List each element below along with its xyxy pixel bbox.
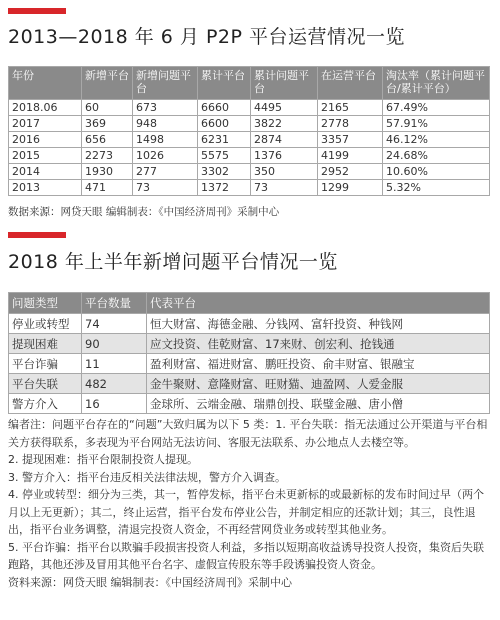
cell-count: 90 <box>82 334 147 354</box>
note-paragraph: 5. 平台诈骗：指平台以欺骗手段损害投资人利益，多指以短期高收益诱导投资人投资，集资后失联跑路，其他还涉及冒用其他平台名字、虚假宣传股东等手段诱骗投资人资金。 <box>8 540 484 571</box>
editor-notes <box>8 416 492 591</box>
note-paragraph: 2. 提现困难：指平台限制投资人提现。 <box>8 453 198 466</box>
cell-platforms: 应文投资、佳乾财富、17来财、创宏利、抢钱通 <box>147 334 490 354</box>
cell-count: 74 <box>82 314 147 334</box>
cell-cumulative-problem: 73 <box>251 180 318 196</box>
header-representative-platforms: 代表平台 <box>147 293 490 314</box>
header-year: 年份 <box>9 67 82 100</box>
table-row <box>9 314 490 334</box>
cell-rate: 10.60% <box>383 164 490 180</box>
cell-rate: 5.32% <box>383 180 490 196</box>
cell-new: 60 <box>82 100 133 116</box>
table-header-row <box>9 293 490 314</box>
cell-cumulative-problem: 3822 <box>251 116 318 132</box>
header-problem-type: 问题类型 <box>9 293 82 314</box>
cell-new: 1930 <box>82 164 133 180</box>
table-row <box>9 148 490 164</box>
note-paragraph: 3. 警方介入：指平台违反相关法律法规，警方介入调查。 <box>8 470 286 484</box>
cell-new-problem: 948 <box>133 116 198 132</box>
cell-cumulative-problem: 1376 <box>251 148 318 164</box>
cell-new-problem: 1026 <box>133 148 198 164</box>
table-row <box>9 354 490 374</box>
cell-platforms: 恒大财富、海德金融、分钱网、富轩投资、种钱网 <box>147 314 490 334</box>
cell-cumulative: 3302 <box>198 164 251 180</box>
cell-year: 2015 <box>9 148 82 164</box>
cell-new: 369 <box>82 116 133 132</box>
cell-cumulative-problem: 350 <box>251 164 318 180</box>
cell-platforms: 金牛聚财、意隆财富、旺财猫、迪盈网、人爱金服 <box>147 374 490 394</box>
header-platform-count: 平台数量 <box>82 293 147 314</box>
cell-operating: 2778 <box>318 116 383 132</box>
section1-accent-bar <box>8 8 66 14</box>
cell-count: 16 <box>82 394 147 414</box>
cell-cumulative-problem: 4495 <box>251 100 318 116</box>
cell-problem-type: 警方介入 <box>9 394 82 414</box>
cell-new-problem: 673 <box>133 100 198 116</box>
cell-count: 11 <box>82 354 147 374</box>
cell-operating: 2952 <box>318 164 383 180</box>
cell-year: 2018.06 <box>9 100 82 116</box>
header-new-problem-platforms: 新增问题平台 <box>133 67 198 100</box>
table-row <box>9 164 490 180</box>
cell-cumulative: 6600 <box>198 116 251 132</box>
cell-new-problem: 1498 <box>133 132 198 148</box>
cell-year: 2013 <box>9 180 82 196</box>
cell-new-problem: 277 <box>133 164 198 180</box>
cell-cumulative: 6231 <box>198 132 251 148</box>
cell-platforms: 金球所、云端金融、瑞鼎创投、联璧金融、唐小僧 <box>147 394 490 414</box>
cell-operating: 2165 <box>318 100 383 116</box>
table-row <box>9 180 490 196</box>
problem-platform-table <box>8 292 490 414</box>
header-cumulative-problem-platforms: 累计问题平台 <box>251 67 318 100</box>
table-row <box>9 100 490 116</box>
cell-cumulative: 6660 <box>198 100 251 116</box>
table-row <box>9 394 490 414</box>
table-row <box>9 132 490 148</box>
cell-problem-type: 平台诈骗 <box>9 354 82 374</box>
table-header-row <box>9 67 490 100</box>
table-row <box>9 374 490 394</box>
cell-rate: 67.49% <box>383 100 490 116</box>
cell-cumulative: 1372 <box>198 180 251 196</box>
cell-operating: 4199 <box>318 148 383 164</box>
cell-problem-type: 提现困难 <box>9 334 82 354</box>
cell-count: 482 <box>82 374 147 394</box>
section1-title: 2013—2018 年 6 月 P2P 平台运营情况一览 <box>8 26 405 48</box>
cell-year: 2014 <box>9 164 82 180</box>
note-paragraph: 4. 停业或转型：细分为三类，其一，暂停发标，指平台未更新标的或最新标的发布时间过早（两个月以上无更新）；其二，终止运营，指平台发布停业公告，并制定相应的还款计划；其三，良性退出，指平台业务调整，清退完投资人资金，不再经营网贷业务或转型其他业务。 <box>8 488 484 536</box>
cell-new: 656 <box>82 132 133 148</box>
cell-operating: 3357 <box>318 132 383 148</box>
cell-problem-type: 平台失联 <box>9 374 82 394</box>
section2-accent-bar <box>8 232 66 238</box>
header-elimination-rate: 淘汰率（累计问题平台/累计平台） <box>383 67 490 100</box>
note-paragraph: 编者注：问题平台存在的“问题”大致归属为以下 5 类：1. 平台失联：指无法通过公开渠道与平台相关方获得联系，多表现为平台网站无法访问、客服无法联系、办公地点人去楼空等。 <box>8 418 488 449</box>
cell-cumulative: 5575 <box>198 148 251 164</box>
platform-operation-table <box>8 66 490 196</box>
cell-rate: 46.12% <box>383 132 490 148</box>
cell-problem-type: 停业或转型 <box>9 314 82 334</box>
header-operating-platforms: 在运营平台 <box>318 67 383 100</box>
cell-rate: 57.91% <box>383 116 490 132</box>
section1-source: 数据来源：网贷天眼 编辑制表：《中国经济周刊》采制中心 <box>8 206 280 218</box>
cell-year: 2017 <box>9 116 82 132</box>
cell-cumulative-problem: 2874 <box>251 132 318 148</box>
header-cumulative-platforms: 累计平台 <box>198 67 251 100</box>
cell-new: 471 <box>82 180 133 196</box>
table-row <box>9 334 490 354</box>
table-row <box>9 116 490 132</box>
cell-rate: 24.68% <box>383 148 490 164</box>
note-source: 资料来源：网贷天眼 编辑制表：《中国经济周刊》采制中心 <box>8 575 292 589</box>
cell-platforms: 盈利财富、福进财富、鹏旺投资、俞丰财富、银融宝 <box>147 354 490 374</box>
section2-title: 2018 年上半年新增问题平台情况一览 <box>8 251 338 273</box>
cell-new-problem: 73 <box>133 180 198 196</box>
header-new-platforms: 新增平台 <box>82 67 133 100</box>
cell-year: 2016 <box>9 132 82 148</box>
cell-operating: 1299 <box>318 180 383 196</box>
cell-new: 2273 <box>82 148 133 164</box>
